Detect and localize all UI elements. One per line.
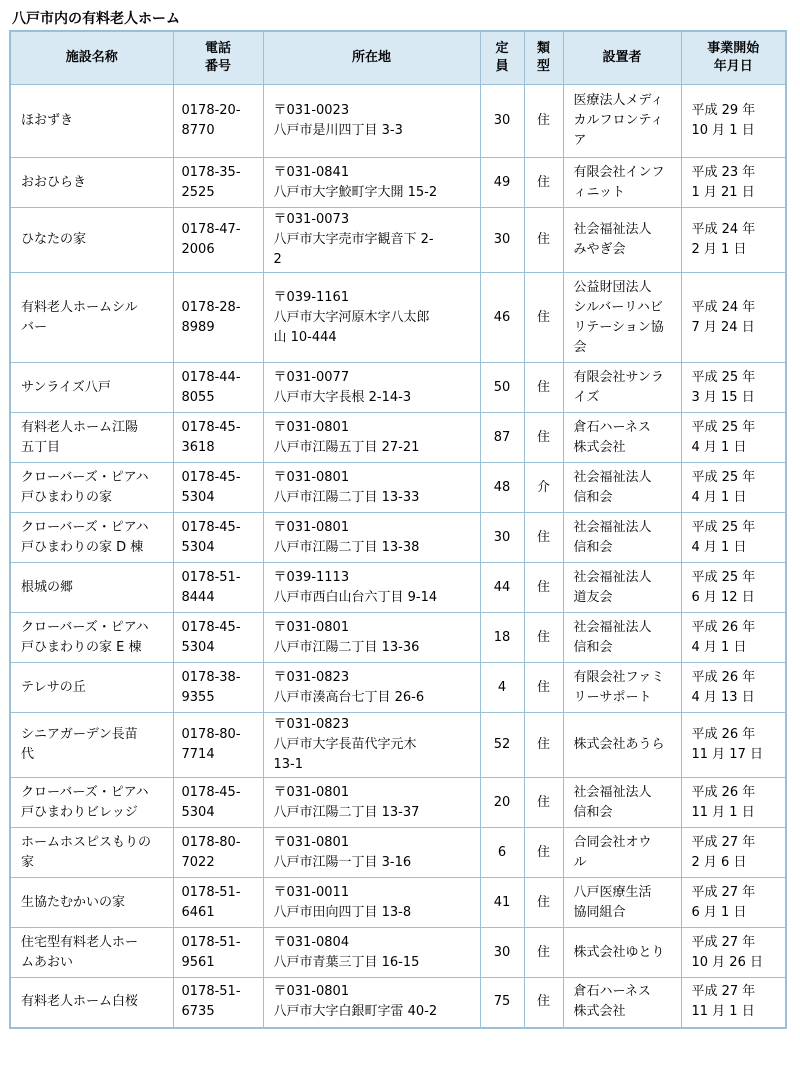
capacity: 49: [493, 174, 511, 190]
address: 〒031-0011 八戸市田向四丁目 13-8: [273, 884, 412, 920]
start-date: 平成 23 年 1 月 21 日: [691, 164, 756, 200]
facility-type: 住: [536, 944, 550, 960]
operator: 公益財団法人 シルバーリハビ リテーション協 会: [573, 279, 664, 355]
table-row: [10, 413, 786, 463]
capacity-cell: [480, 928, 524, 978]
operator: 社会福祉法人 信和会: [573, 784, 652, 820]
phone-number-cell: [173, 613, 263, 663]
address-cell: [263, 563, 480, 613]
operator-cell: [563, 613, 681, 663]
facility-name: 有料老人ホーム白桜: [21, 994, 139, 1010]
phone-number-cell: [173, 208, 263, 273]
operator-cell: [563, 513, 681, 563]
operator: 社会福祉法人 みやぎ会: [573, 222, 652, 257]
address-cell: [263, 513, 480, 563]
operator: 医療法人メディ カルフロンティ ア: [573, 93, 664, 148]
capacity-cell: [480, 878, 524, 928]
header-tel: 電話 番号: [173, 31, 263, 85]
capacity: 20: [493, 794, 511, 810]
capacity-cell: [480, 713, 524, 778]
facility-name: ひなたの家: [21, 232, 87, 247]
facility-type-cell: [524, 208, 563, 273]
facility-name: ホームホスピスもりの 家: [21, 834, 152, 870]
start-date: 平成 26 年 4 月 13 日: [691, 669, 756, 705]
phone-number: 0178-45- 3618: [181, 419, 241, 455]
address-cell: [263, 273, 480, 363]
capacity: 44: [493, 579, 511, 595]
facility-name-cell: [10, 273, 173, 363]
table-body: [10, 85, 786, 1028]
facility-name: ほおずき: [21, 113, 74, 128]
facility-type-cell: [524, 878, 563, 928]
start-date: 平成 25 年 4 月 1 日: [691, 519, 756, 555]
address-cell: [263, 363, 480, 413]
operator-cell: [563, 713, 681, 778]
start-date-cell: [681, 363, 786, 413]
facility-name: クローバーズ・ピアハ 戸ひまわりビレッジ: [21, 784, 149, 820]
facility-name: テレサの丘: [21, 679, 86, 695]
phone-number-cell: [173, 85, 263, 158]
facility-type-cell: [524, 273, 563, 363]
phone-number-cell: [173, 978, 263, 1028]
address-cell: [263, 413, 480, 463]
capacity-cell: [480, 613, 524, 663]
capacity: 46: [493, 309, 511, 325]
facility-name: クローバーズ・ピアハ 戸ひまわりの家: [21, 469, 149, 505]
operator-cell: [563, 878, 681, 928]
facility-type-cell: [524, 513, 563, 563]
facility-name-cell: [10, 85, 173, 158]
header-capacity: 定 員: [480, 31, 524, 85]
address-cell: [263, 828, 480, 878]
start-date: 平成 26 年 11 月 1 日: [691, 784, 756, 820]
facility-type-cell: [524, 463, 563, 513]
address-cell: [263, 778, 480, 828]
capacity: 18: [493, 629, 511, 645]
capacity-cell: [480, 158, 524, 208]
phone-number: 0178-45- 5304: [181, 784, 241, 820]
phone-number: 0178-80- 7714: [181, 727, 241, 762]
start-date-cell: [681, 463, 786, 513]
phone-number: 0178-80- 7022: [181, 834, 241, 870]
address: 〒031-0077 八戸市大字長根 2-14-3: [273, 369, 412, 405]
address-cell: [263, 928, 480, 978]
facility-type: 住: [536, 994, 550, 1010]
facility-type: 住: [536, 309, 550, 325]
start-date-cell: [681, 878, 786, 928]
start-date-cell: [681, 978, 786, 1028]
address: 〒031-0801 八戸市江陽二丁目 13-36: [273, 619, 420, 655]
phone-number: 0178-35- 2525: [181, 164, 241, 200]
operator: 株式会社ゆとり: [573, 944, 665, 960]
address-cell: [263, 663, 480, 713]
table-row: [10, 828, 786, 878]
facility-type-cell: [524, 928, 563, 978]
phone-number-cell: [173, 273, 263, 363]
header-address: 所在地: [263, 31, 480, 85]
phone-number: 0178-51- 6735: [181, 984, 241, 1020]
phone-number-cell: [173, 363, 263, 413]
operator-cell: [563, 158, 681, 208]
phone-number-cell: [173, 513, 263, 563]
facility-type: 住: [536, 379, 550, 395]
address-cell: [263, 713, 480, 778]
start-date: 平成 29 年 10 月 1 日: [691, 103, 756, 138]
facility-name-cell: [10, 828, 173, 878]
facility-name-cell: [10, 563, 173, 613]
facility-type: 介: [536, 479, 550, 495]
capacity: 50: [493, 379, 511, 395]
facility-type-cell: [524, 778, 563, 828]
start-date: 平成 26 年 11 月 17 日: [691, 727, 763, 762]
facility-name: サンライズ八戸: [21, 379, 111, 395]
phone-number: 0178-20- 8770: [181, 103, 241, 138]
facility-type: 住: [536, 579, 550, 595]
table-row: [10, 928, 786, 978]
address: 〒031-0841 八戸市大字鮫町字大開 15-2: [273, 164, 438, 200]
facility-name-cell: [10, 928, 173, 978]
facility-name-cell: [10, 158, 173, 208]
table-row: [10, 563, 786, 613]
operator-cell: [563, 663, 681, 713]
phone-number-cell: [173, 413, 263, 463]
capacity-cell: [480, 273, 524, 363]
operator: 合同会社オウ ル: [573, 834, 652, 870]
capacity: 30: [493, 113, 511, 128]
table-row: [10, 208, 786, 273]
facility-name-cell: [10, 363, 173, 413]
table-row: [10, 158, 786, 208]
facility-name-cell: [10, 978, 173, 1028]
capacity-cell: [480, 563, 524, 613]
facility-name-cell: [10, 413, 173, 463]
capacity: 30: [493, 529, 511, 545]
phone-number: 0178-47- 2006: [181, 222, 241, 257]
facility-type: 住: [536, 174, 550, 190]
table-row: [10, 878, 786, 928]
operator-cell: [563, 85, 681, 158]
start-date-cell: [681, 413, 786, 463]
phone-number: 0178-45- 5304: [181, 619, 241, 655]
operator: 社会福祉法人 信和会: [573, 519, 652, 555]
operator-cell: [563, 413, 681, 463]
operator: 有限会社サンラ イズ: [573, 369, 664, 405]
facility-type: 住: [536, 794, 550, 810]
start-date-cell: [681, 273, 786, 363]
start-date-cell: [681, 778, 786, 828]
start-date: 平成 27 年 6 月 1 日: [691, 884, 756, 920]
facility-name-cell: [10, 613, 173, 663]
capacity-cell: [480, 363, 524, 413]
table-row: [10, 713, 786, 778]
table-row: [10, 613, 786, 663]
start-date-cell: [681, 613, 786, 663]
capacity: 52: [493, 737, 511, 752]
facility-type-cell: [524, 85, 563, 158]
operator: 社会福祉法人 信和会: [573, 469, 652, 505]
address: 〒039-1113 八戸市西白山台六丁目 9-14: [273, 569, 438, 605]
facility-name: 有料老人ホーム江陽 五丁目: [21, 419, 139, 455]
facility-type-cell: [524, 663, 563, 713]
facility-type: 住: [536, 679, 550, 695]
phone-number-cell: [173, 463, 263, 513]
table-row: [10, 778, 786, 828]
start-date-cell: [681, 158, 786, 208]
table-row: [10, 463, 786, 513]
start-date-cell: [681, 563, 786, 613]
facility-type: 住: [536, 737, 550, 752]
address-cell: [263, 878, 480, 928]
facility-name: 根城の郷: [21, 579, 74, 595]
header-type: 類 型: [524, 31, 563, 85]
operator: 社会福祉法人 道友会: [573, 569, 652, 605]
facility-type: 住: [536, 232, 550, 247]
operator-cell: [563, 363, 681, 413]
facility-type: 住: [536, 844, 550, 860]
address-cell: [263, 158, 480, 208]
operator-cell: [563, 563, 681, 613]
facility-type-cell: [524, 413, 563, 463]
operator: 有限会社インフ ィニット: [573, 164, 665, 200]
start-date-cell: [681, 85, 786, 158]
facility-name-cell: [10, 513, 173, 563]
start-date: 平成 27 年 2 月 6 日: [691, 834, 756, 870]
start-date-cell: [681, 513, 786, 563]
facility-name-cell: [10, 778, 173, 828]
facility-name: クローバーズ・ピアハ 戸ひまわりの家 D 棟: [21, 519, 149, 555]
facility-name: 生協たむかいの家: [21, 894, 126, 910]
page-title: 八戸市内の有料老人ホーム: [9, 8, 785, 30]
phone-number: 0178-51- 9561: [181, 934, 241, 970]
facility-type: 住: [536, 429, 550, 445]
document: [9, 8, 785, 1029]
facility-name: おおひらき: [21, 174, 87, 190]
start-date: 平成 27 年 11 月 1 日: [691, 984, 756, 1020]
address: 〒031-0801 八戸市江陽五丁目 27-21: [273, 419, 420, 455]
start-date: 平成 25 年 4 月 1 日: [691, 469, 756, 505]
address: 〒031-0804 八戸市青葉三丁目 16-15: [273, 934, 420, 970]
facility-type-cell: [524, 713, 563, 778]
operator: 有限会社ファミ リーサポート: [573, 669, 665, 705]
phone-number-cell: [173, 713, 263, 778]
address-cell: [263, 463, 480, 513]
table-row: [10, 363, 786, 413]
start-date-cell: [681, 208, 786, 273]
address-cell: [263, 85, 480, 158]
capacity-cell: [480, 208, 524, 273]
capacity: 30: [493, 944, 511, 960]
capacity-cell: [480, 978, 524, 1028]
facility-name-cell: [10, 463, 173, 513]
capacity-cell: [480, 778, 524, 828]
operator-cell: [563, 463, 681, 513]
start-date: 平成 26 年 4 月 1 日: [691, 619, 756, 655]
start-date: 平成 24 年 2 月 1 日: [691, 222, 756, 257]
header-name: 施設名称: [10, 31, 173, 85]
facility-type-cell: [524, 613, 563, 663]
start-date-cell: [681, 828, 786, 878]
address: 〒031-0823 八戸市湊高台七丁目 26-6: [273, 669, 425, 705]
phone-number-cell: [173, 158, 263, 208]
phone-number-cell: [173, 563, 263, 613]
address-cell: [263, 208, 480, 273]
phone-number-cell: [173, 928, 263, 978]
capacity-cell: [480, 413, 524, 463]
facility-type-cell: [524, 978, 563, 1028]
facility-name: シニアガーデン長苗 代: [21, 727, 138, 762]
start-date-cell: [681, 663, 786, 713]
facility-table: [9, 30, 787, 1029]
start-date-cell: [681, 928, 786, 978]
start-date: 平成 25 年 3 月 15 日: [691, 369, 756, 405]
capacity-cell: [480, 663, 524, 713]
capacity: 48: [493, 479, 511, 495]
address: 〒031-0801 八戸市大字白銀町字雷 40-2: [273, 984, 438, 1020]
facility-type: 住: [536, 529, 550, 545]
address: 〒031-0823 八戸市大字長苗代字元木 13-1: [273, 717, 417, 772]
capacity-cell: [480, 463, 524, 513]
facility-type: 住: [536, 113, 550, 128]
table-row: [10, 85, 786, 158]
operator: 社会福祉法人 信和会: [573, 619, 652, 655]
facility-name-cell: [10, 208, 173, 273]
capacity: 6: [497, 844, 507, 860]
start-date: 平成 25 年 4 月 1 日: [691, 419, 756, 455]
phone-number-cell: [173, 778, 263, 828]
facility-name-cell: [10, 878, 173, 928]
phone-number: 0178-28- 8989: [181, 299, 241, 335]
operator-cell: [563, 273, 681, 363]
capacity: 75: [493, 994, 511, 1010]
start-date: 平成 27 年 10 月 26 日: [691, 934, 763, 970]
capacity: 41: [493, 894, 511, 910]
phone-number-cell: [173, 663, 263, 713]
capacity-cell: [480, 513, 524, 563]
facility-type-cell: [524, 363, 563, 413]
address-cell: [263, 978, 480, 1028]
address: 〒031-0801 八戸市江陽二丁目 13-37: [273, 784, 420, 820]
facility-name-cell: [10, 713, 173, 778]
facility-name-cell: [10, 663, 173, 713]
address: 〒031-0801 八戸市江陽二丁目 13-33: [273, 469, 420, 505]
facility-type-cell: [524, 563, 563, 613]
phone-number: 0178-51- 6461: [181, 884, 241, 920]
address: 〒039-1161 八戸市大字河原木字八太郎 山 10-444: [273, 289, 430, 345]
operator: 八戸医療生活 協同組合: [573, 884, 652, 920]
address: 〒031-0801 八戸市江陽一丁目 3-16: [273, 834, 412, 870]
header-owner: 設置者: [563, 31, 681, 85]
phone-number: 0178-44- 8055: [181, 369, 241, 405]
phone-number: 0178-45- 5304: [181, 469, 241, 505]
start-date: 平成 24 年 7 月 24 日: [691, 299, 756, 335]
header-row: [10, 31, 786, 85]
operator-cell: [563, 778, 681, 828]
header-start-date: 事業開始 年月日: [681, 31, 786, 85]
operator: 倉石ハーネス 株式会社: [573, 419, 651, 455]
operator-cell: [563, 928, 681, 978]
address: 〒031-0023 八戸市是川四丁目 3-3: [273, 103, 403, 138]
facility-name: クローバーズ・ピアハ 戸ひまわりの家 E 棟: [21, 619, 149, 655]
facility-type: 住: [536, 894, 550, 910]
start-date-cell: [681, 713, 786, 778]
table-row: [10, 513, 786, 563]
phone-number-cell: [173, 878, 263, 928]
operator-cell: [563, 978, 681, 1028]
phone-number: 0178-51- 8444: [181, 569, 241, 605]
table-row: [10, 273, 786, 363]
operator: 倉石ハーネス 株式会社: [573, 984, 651, 1020]
operator-cell: [563, 828, 681, 878]
facility-type-cell: [524, 828, 563, 878]
phone-number: 0178-45- 5304: [181, 519, 241, 555]
table-row: [10, 663, 786, 713]
phone-number-cell: [173, 828, 263, 878]
address-cell: [263, 613, 480, 663]
operator: 株式会社あうら: [573, 737, 665, 752]
phone-number: 0178-38- 9355: [181, 669, 241, 705]
operator-cell: [563, 208, 681, 273]
start-date: 平成 25 年 6 月 12 日: [691, 569, 756, 605]
address: 〒031-0073 八戸市大字売市字観音下 2- 2: [273, 212, 434, 267]
capacity: 30: [493, 232, 511, 247]
facility-type-cell: [524, 158, 563, 208]
facility-name: 有料老人ホームシル バー: [21, 299, 138, 335]
table-row: [10, 978, 786, 1028]
capacity: 87: [493, 429, 511, 445]
capacity-cell: [480, 85, 524, 158]
facility-type: 住: [536, 629, 550, 645]
address: 〒031-0801 八戸市江陽二丁目 13-38: [273, 519, 420, 555]
capacity-cell: [480, 828, 524, 878]
facility-name: 住宅型有料老人ホー ムあおい: [21, 934, 139, 970]
capacity: 4: [497, 679, 507, 695]
